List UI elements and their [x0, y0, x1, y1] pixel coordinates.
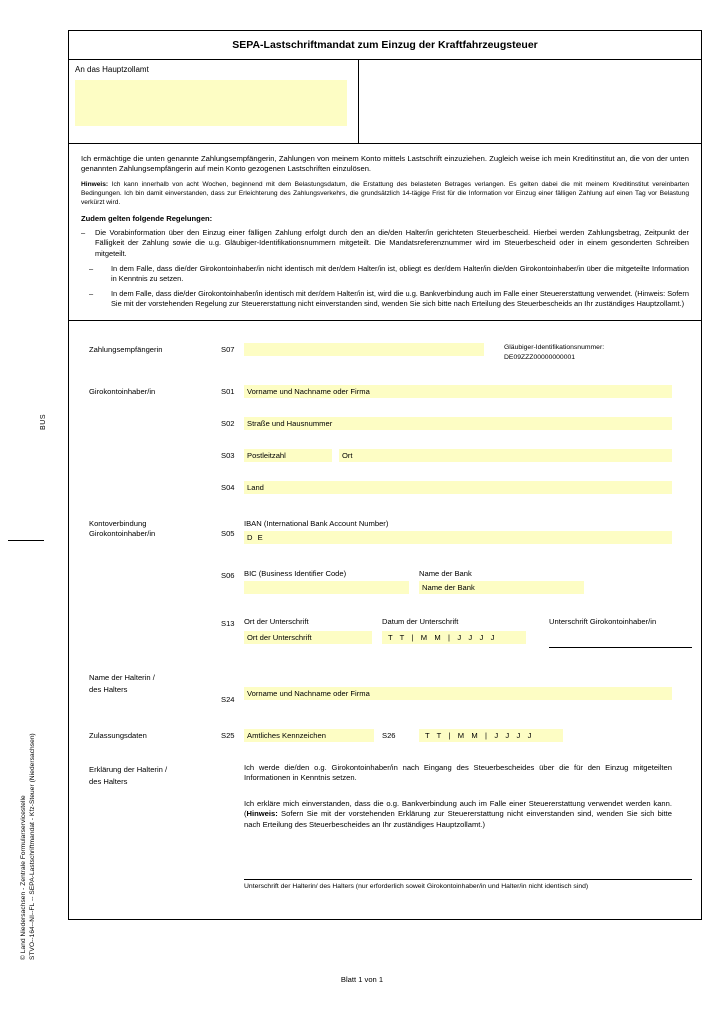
rail-copyright-line: © Land Niedersachsen - Zentrale Formularservicestelle [20, 795, 27, 960]
rules-title: Zudem gelten folgende Regelungen: [81, 213, 213, 223]
s25-code: S25 [221, 730, 235, 740]
declaration-p2-post: Sofern Sie mit der vorstehenden Erklärung zur Steuererstattung nicht einverstanden sind, wenden Sie sich bitte nach Erteilung des Steuerbescheides an Ihr zuständiges Hauptzollamt.) [244, 809, 672, 830]
payee-code: S07 [221, 344, 235, 354]
iban-input[interactable]: D E [244, 531, 672, 544]
date-label: Datum der Unterschrift [382, 616, 459, 626]
s06-code: S06 [221, 570, 235, 580]
rail-form-id-line: STVO--164--NI--FL -- SEPA-Lastschriftmandat - Kfz-Steuer (Niedersachsen) [29, 733, 36, 960]
declaration-label-line2: des Halters [89, 776, 128, 786]
address-input[interactable] [75, 80, 347, 126]
license-plate-input[interactable]: Amtliches Kennzeichen [244, 729, 374, 742]
bank-connection-label-line1: Kontoverbindung [89, 518, 147, 528]
signature-label: Unterschrift Girokontoinhaber/in [549, 616, 657, 626]
account-holder-zip-input[interactable]: Postleitzahl [244, 449, 332, 462]
rule-bullet-2-text: In dem Falle, dass die/der Girokontoinhaber/in nicht identisch mit der/dem Halter/in ist, obliegt es der/dem Halter/in die/den Girokontoinhaber/in über die mitgeteilte Information in Kenntnis zu setzen. [111, 263, 689, 283]
place-label: Ort der Unterschrift [244, 616, 309, 626]
bank-connection-label-line2: Girokontoinhaber/in [89, 528, 156, 538]
rule-bullet-3 [81, 289, 689, 309]
registration-date-input[interactable]: T T | M M | J J J J [419, 729, 563, 742]
s26-code: S26 [382, 730, 396, 740]
account-holder-signature-line[interactable] [549, 647, 692, 648]
declaration-paragraph-2 [244, 799, 672, 831]
intro-hint-text: Ich kann innerhalb von acht Wochen, beginnend mit dem Belastungsdatum, die Erstattung des belasteten Betrages verlangen. Es gelten dabei die mit meinem Kreditinstitut vereinbarten Bedingungen. Ich bin damit einverstanden, dass zur Erleichterung des Zahlungsverkehrs, die grundsätzlich 14-tägige Frist für die Information vor Einzug einer fälligen Zahlung auf einen Tag vor Belastung verkürzt wird. [81, 180, 689, 206]
payee-label: Zahlungsempfängerin [89, 344, 163, 354]
s24-code: S24 [221, 694, 235, 704]
declaration-p2-hint-label: Hinweis: [246, 809, 278, 819]
intro-hint-label: Hinweis: [81, 180, 109, 188]
account-holder-street-input[interactable]: Straße und Hausnummer [244, 417, 672, 430]
s05-code: S05 [221, 528, 235, 538]
place-input[interactable]: Ort der Unterschrift [244, 631, 372, 644]
s02-code: S02 [221, 418, 235, 428]
rule-bullet-2 [81, 264, 689, 284]
side-rail [0, 0, 68, 1024]
bic-input[interactable] [244, 581, 409, 594]
rule-bullet-1 [81, 228, 689, 259]
address-label: An das Hauptzollamt [75, 65, 149, 74]
bic-label: BIC (Business Identifier Code) [244, 568, 347, 578]
creditor-id-label: Gläubiger-Identifikationsnummer: [504, 343, 605, 351]
payee-input[interactable] [244, 343, 484, 356]
address-band-right-spacer [359, 60, 701, 143]
account-holder-city-input[interactable]: Ort [339, 449, 672, 462]
form-title-bar [69, 31, 701, 60]
sheet-number: Blatt 1 von 1 [340, 975, 384, 984]
holder-label-line2: des Halters [89, 684, 128, 694]
page-title: SEPA-Lastschriftmandat zum Einzug der Kraftfahrzeugsteuer [232, 39, 538, 51]
account-holder-name-input[interactable]: Vorname und Nachname oder Firma [244, 385, 672, 398]
form-container [68, 30, 702, 920]
declaration-label-line1: Erklärung der Halterin / [89, 764, 168, 774]
date-input[interactable]: T T | M M | J J J J [382, 631, 526, 644]
intro-hint [81, 181, 689, 208]
declaration-p2-pre: Ich erkläre mich einverstanden, dass die o.g. Bankverbindung auch im Falle einer Steuererstattung verwendet werden kann. ( [244, 798, 672, 819]
rail-bus-label: BUS [40, 413, 47, 430]
rule-bullet-1-text: Die Vorabinformation über den Einzug einer fälligen Zahlung erfolgt durch den an die/den Halter/in gerichteten Steuerbescheid. Hierbei werden Zahlungsbetrag, Zeitpunkt der Fälligkeit der Zahlung sowie die u.g. Gläubiger-Identifikationsnummern mitgeteilt. Die Mandatsreferenznummer wird im Steuerbescheid oder in einem gesonderten Schreiben mitgeteilt. [95, 228, 689, 258]
bank-name-label: Name der Bank [419, 568, 472, 578]
bullet-dash-icon: – [89, 289, 94, 299]
creditor-id-value: DE09ZZZ00000000001 [504, 353, 576, 361]
bank-name-input[interactable]: Name der Bank [419, 581, 584, 594]
declaration-paragraph-1: Ich werde die/den o.g. Girokontoinhaber/in nach Eingang des Steuerbescheides über die für den Einzug mitgeteilten Informationen in Kenntnis setzen. [244, 762, 672, 783]
s01-code: S01 [221, 386, 235, 396]
intro-paragraph: Ich ermächtige die unten genannte Zahlungsempfängerin, Zahlungen von meinem Konto mittels Lastschrift einzuziehen. Zugleich weise ich mein Kreditinstitut an, die von der unten genannten Zahlungsempfängerin auf mein Konto gezogenen Lastschriften einzulösen. [81, 154, 689, 174]
iban-label: IBAN (International Bank Account Number) [244, 518, 389, 528]
s03-code: S03 [221, 450, 235, 460]
address-band [69, 60, 701, 144]
holder-signature-line[interactable] [244, 879, 692, 880]
intro-section [69, 144, 701, 321]
registration-label: Zulassungsdaten [89, 730, 147, 740]
account-holder-label: Girokontoinhaber/in [89, 386, 156, 396]
holder-label-line1: Name der Halterin / [89, 672, 155, 682]
s13-code: S13 [221, 618, 235, 628]
s04-code: S04 [221, 482, 235, 492]
address-block [69, 60, 359, 143]
account-holder-country-input[interactable]: Land [244, 481, 672, 494]
holder-name-input[interactable]: Vorname und Nachname oder Firma [244, 687, 672, 700]
rail-divider [8, 540, 44, 541]
bullet-dash-icon: – [81, 228, 86, 238]
bullet-dash-icon: – [89, 263, 94, 273]
form-body [69, 321, 701, 919]
rule-bullet-3-text: In dem Falle, dass die/der Girokontoinhaber/in identisch mit der/dem Halter/in ist, wird die u.g. Bankverbindung auch im Falle einer Steuererstattung verwendet. (Hinweis: Sofern Sie mit der vorstehenden Regelung zur Steuererstattung nicht einverstanden sind, wenden Sie sich bitte nach Erteilung des Steuerbescheids an Ihr zuständiges Hauptzollamt.) [111, 289, 689, 309]
holder-signature-caption: Unterschrift der Halterin/ des Halters (nur erforderlich soweit Girokontoinhaber/in und Halter/in nicht identisch sind) [244, 882, 589, 890]
